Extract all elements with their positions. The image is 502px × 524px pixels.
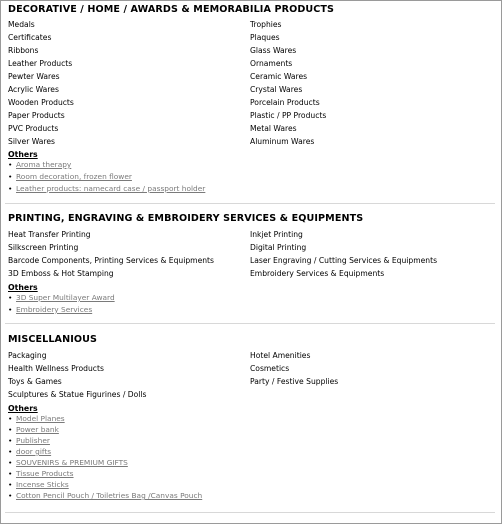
others-list-item (8, 160, 71, 170)
bullet-icon: • (8, 436, 13, 445)
others-label: Others (8, 150, 38, 159)
others-link[interactable]: Power bank (16, 425, 59, 434)
category-item[interactable]: Ornaments (250, 59, 293, 68)
category-item[interactable]: Plastic / PP Products (250, 111, 327, 120)
bullet-icon: • (8, 305, 13, 314)
category-item[interactable]: Party / Festive Supplies (250, 377, 339, 386)
others-link[interactable]: Leather products: namecard case / passport holder (16, 184, 206, 193)
category-item[interactable]: Hotel Amenities (250, 351, 311, 360)
bullet-icon: • (8, 480, 13, 489)
category-item[interactable]: Toys & Games (8, 377, 62, 386)
category-item[interactable]: Paper Products (8, 111, 65, 120)
category-item[interactable]: Acrylic Wares (8, 85, 59, 94)
category-item[interactable]: PVC Products (8, 124, 59, 133)
others-list-item (8, 491, 202, 501)
section-divider (5, 203, 495, 204)
category-item[interactable]: Wooden Products (8, 98, 74, 107)
others-label: Others (8, 283, 38, 292)
section-title: PRINTING, ENGRAVING & EMBROIDERY SERVICES & EQUIPMENTS (8, 213, 364, 224)
others-list-item (8, 425, 59, 435)
category-item[interactable]: Medals (8, 20, 35, 29)
category-item[interactable]: Crystal Wares (250, 85, 303, 94)
category-item[interactable]: Plaques (250, 33, 280, 42)
category-item[interactable]: Silver Wares (8, 137, 56, 146)
others-list-item (8, 480, 69, 490)
category-item[interactable]: Sculptures & Statue Figurines / Dolls (8, 390, 147, 399)
bullet-icon: • (8, 184, 13, 193)
others-list-item (8, 414, 65, 424)
category-item[interactable]: Health Wellness Products (8, 364, 104, 373)
category-item[interactable]: Cosmetics (250, 364, 290, 373)
others-list-item (8, 293, 115, 303)
others-list-item (8, 469, 74, 479)
category-item[interactable]: Inkjet Printing (250, 230, 303, 239)
category-item[interactable]: Glass Wares (250, 46, 297, 55)
category-item[interactable]: Silkscreen Printing (8, 243, 79, 252)
others-link[interactable]: 3D Super Multilayer Award (16, 293, 115, 302)
others-link[interactable]: Model Planes (16, 414, 65, 423)
bullet-icon: • (8, 293, 13, 302)
bullet-icon: • (8, 491, 13, 500)
category-item[interactable]: Pewter Wares (8, 72, 60, 81)
section-divider (5, 512, 495, 513)
others-link[interactable]: SOUVENIRS & PREMIUM GIFTS (16, 458, 128, 467)
category-item[interactable]: 3D Emboss & Hot Stamping (8, 269, 114, 278)
others-link[interactable]: Embroidery Services (16, 305, 93, 314)
bullet-icon: • (8, 469, 13, 478)
category-item[interactable]: Digital Printing (250, 243, 307, 252)
others-list-item (8, 172, 132, 182)
category-item[interactable]: Aluminum Wares (250, 137, 315, 146)
others-list-item (8, 447, 51, 457)
category-item[interactable]: Ribbons (8, 46, 39, 55)
others-list-item (8, 458, 128, 468)
category-item[interactable]: Heat Transfer Printing (8, 230, 91, 239)
others-link[interactable]: Room decoration, frozen flower (16, 172, 132, 181)
category-item[interactable]: Barcode Components, Printing Services & Equipments (8, 256, 214, 265)
others-list-item (8, 305, 92, 315)
section-title: MISCELLANIOUS (8, 334, 98, 345)
others-link[interactable]: Incense Sticks (16, 480, 69, 489)
others-list-item (8, 184, 205, 194)
section-title: DECORATIVE / HOME / AWARDS & MEMORABILIA PRODUCTS (8, 4, 335, 15)
category-item[interactable]: Trophies (250, 20, 282, 29)
bullet-icon: • (8, 172, 13, 181)
bullet-icon: • (8, 425, 13, 434)
category-item[interactable]: Embroidery Services & Equipments (250, 269, 385, 278)
category-item[interactable]: Laser Engraving / Cutting Services & Equipments (250, 256, 438, 265)
section-divider (5, 323, 495, 324)
others-link[interactable]: Aroma therapy (16, 160, 72, 169)
bullet-icon: • (8, 447, 13, 456)
bullet-icon: • (8, 458, 13, 467)
bullet-icon: • (8, 160, 13, 169)
category-item[interactable]: Porcelain Products (250, 98, 320, 107)
category-item[interactable]: Leather Products (8, 59, 73, 68)
others-list-item (8, 436, 50, 446)
others-link[interactable]: Cotton Pencil Pouch / Toiletries Bag /Canvas Pouch (16, 491, 203, 500)
bullet-icon: • (8, 414, 13, 423)
others-link[interactable]: door gifts (16, 447, 52, 456)
category-item[interactable]: Ceramic Wares (250, 72, 308, 81)
category-item[interactable]: Metal Wares (250, 124, 297, 133)
category-item[interactable]: Certificates (8, 33, 52, 42)
others-link[interactable]: Tissue Products (16, 469, 74, 478)
others-label: Others (8, 404, 38, 413)
category-item[interactable]: Packaging (8, 351, 47, 360)
others-link[interactable]: Publisher (16, 436, 50, 445)
